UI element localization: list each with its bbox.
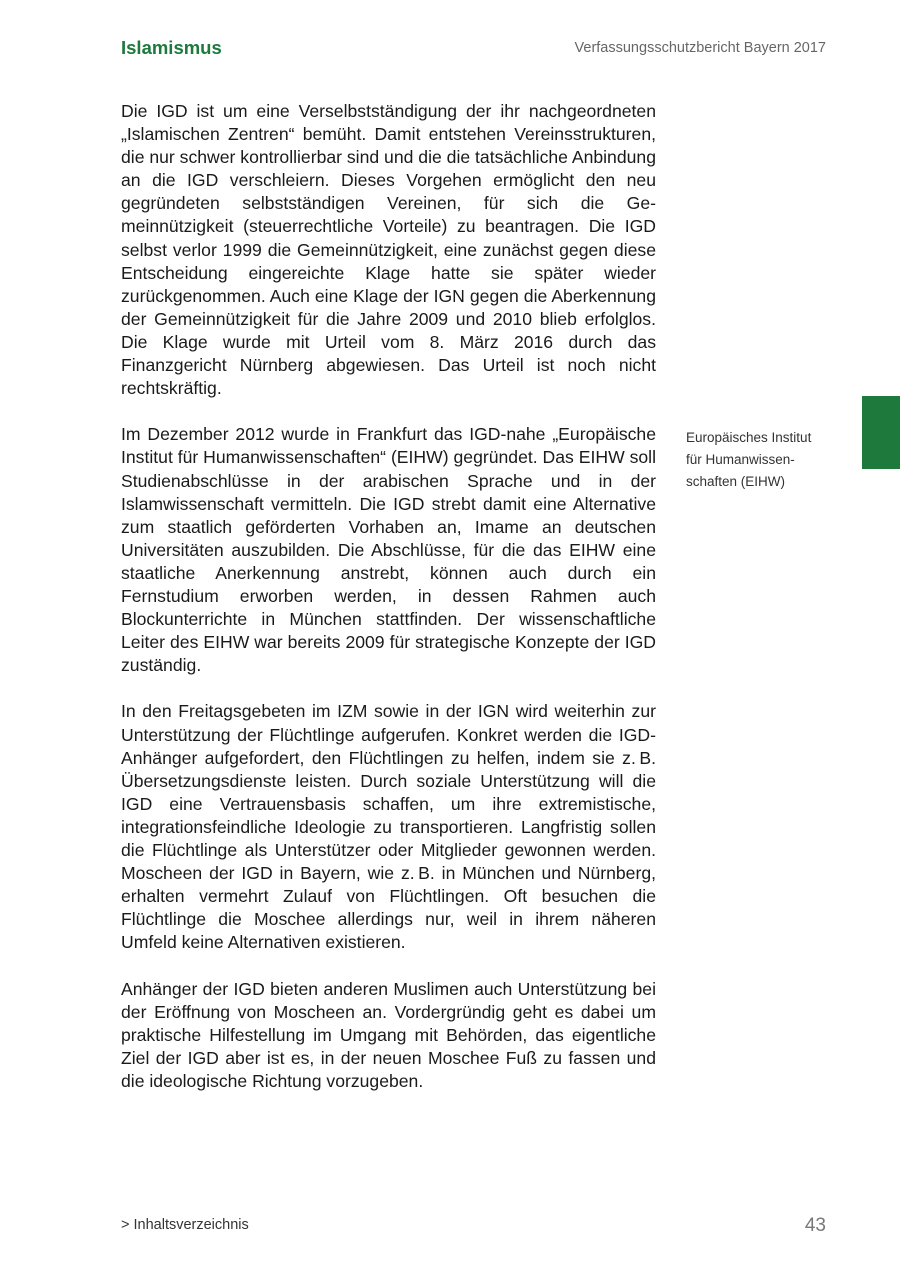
table-of-contents-link[interactable]: > Inhaltsverzeichnis xyxy=(121,1217,249,1233)
paragraph-1: Die IGD ist um eine Verselbstständigung der ihr nachgeordneten „Islamischen Zentren“ bemüht. Damit entstehen Vereinsstrukturen, die nur schwer kontrollierbar sind und die die tatsächliche Anbindung an die IGD verschleiern. Dieses Vorgehen ermöglicht den neu gegründeten selbstständigen Vereinen, für sich die Gemeinnützigkeit (steuerrechtliche Vorteile) zu beantragen. Die IGD selbst verlor 1999 die Gemeinnützigkeit, eine zunächst gegen diese Entscheidung eingereichte Klage hatte sie später wieder zurückgenommen. Auch eine Klage der IGN gegen die Aberkennung der Gemeinnützigkeit für die Jahre 2009 und 2010 blieb erfolglos. Die Klage wurde mit Urteil vom 8. März 2016 durch das Finanzgericht Nürnberg abgewiesen. Das Urteil ist noch nicht rechtskräftig. xyxy=(121,101,656,399)
paragraph-2: Im Dezember 2012 wurde in Frankfurt das IGD-nahe „Europäische Institut für Humanwissenschaften“ (EIHW) gegründet. Das EIHW soll Studienabschlüsse in der arabischen Sprache und in der Islamwissenschaft vermitteln. Die IGD strebt damit eine Alternative zum staatlich geförderten Vorhaben an, Imame an deutschen Universitäten auszubilden. Die Abschlüsse, für die das EIHW eine staatliche Anerkennung anstrebt, können auch durch ein Fernstudium erworben werden, in dessen Rahmen auch Blockunterrichte in München stattfinden. Der wissenschaftliche Leiter des EIHW war bereits 2009 für strategische Konzepte der IGD zuständig. xyxy=(121,424,656,676)
paragraph-3: In den Freitagsgebeten im IZM sowie in der IGN wird weiterhin zur Unterstützung der Flüchtlinge aufgerufen. Konkret werden die IGD-Anhänger aufgefordert, den Flüchtlingen zu helfen, indem sie z. B. Übersetzungsdienste leisten. Durch soziale Unterstützung will die IGD eine Vertrauensbasis schaffen, um ihre extremistische, integrationsfeindliche Ideologie zu transportieren. Langfristig sollen die Flüchtlinge als Unterstützer oder Mitglieder gewonnen werden. Moscheen der IGD in Bayern, wie z. B. in München und Nürnberg, erhalten vermehrt Zulauf von Flüchtlingen. Oft besuchen die Flüchtlinge die Moschee allerdings nur, weil in ihrem näheren Umfeld keine Alternativen existieren. xyxy=(121,701,656,953)
main-text-column xyxy=(121,100,656,1116)
publication-title: Verfassungsschutzbericht Bayern 2017 xyxy=(574,40,826,56)
chapter-tab-marker xyxy=(862,396,900,469)
margin-note: Europäisches Institut für Humanwissen- schaften (EIHW) xyxy=(686,430,812,489)
page-number: 43 xyxy=(804,1215,826,1236)
section-title: Islamismus xyxy=(121,37,222,58)
paragraph-4: Anhänger der IGD bieten anderen Muslimen auch Unterstützung bei der Eröffnung von Moscheen an. Vordergründig geht es dabei um praktische Hilfestellung im Umgang mit Behörden, das eigentliche Ziel der IGD aber ist es, in der neuen Moschee Fuß zu fassen und die ideologische Richtung vorzugeben. xyxy=(121,978,656,1091)
